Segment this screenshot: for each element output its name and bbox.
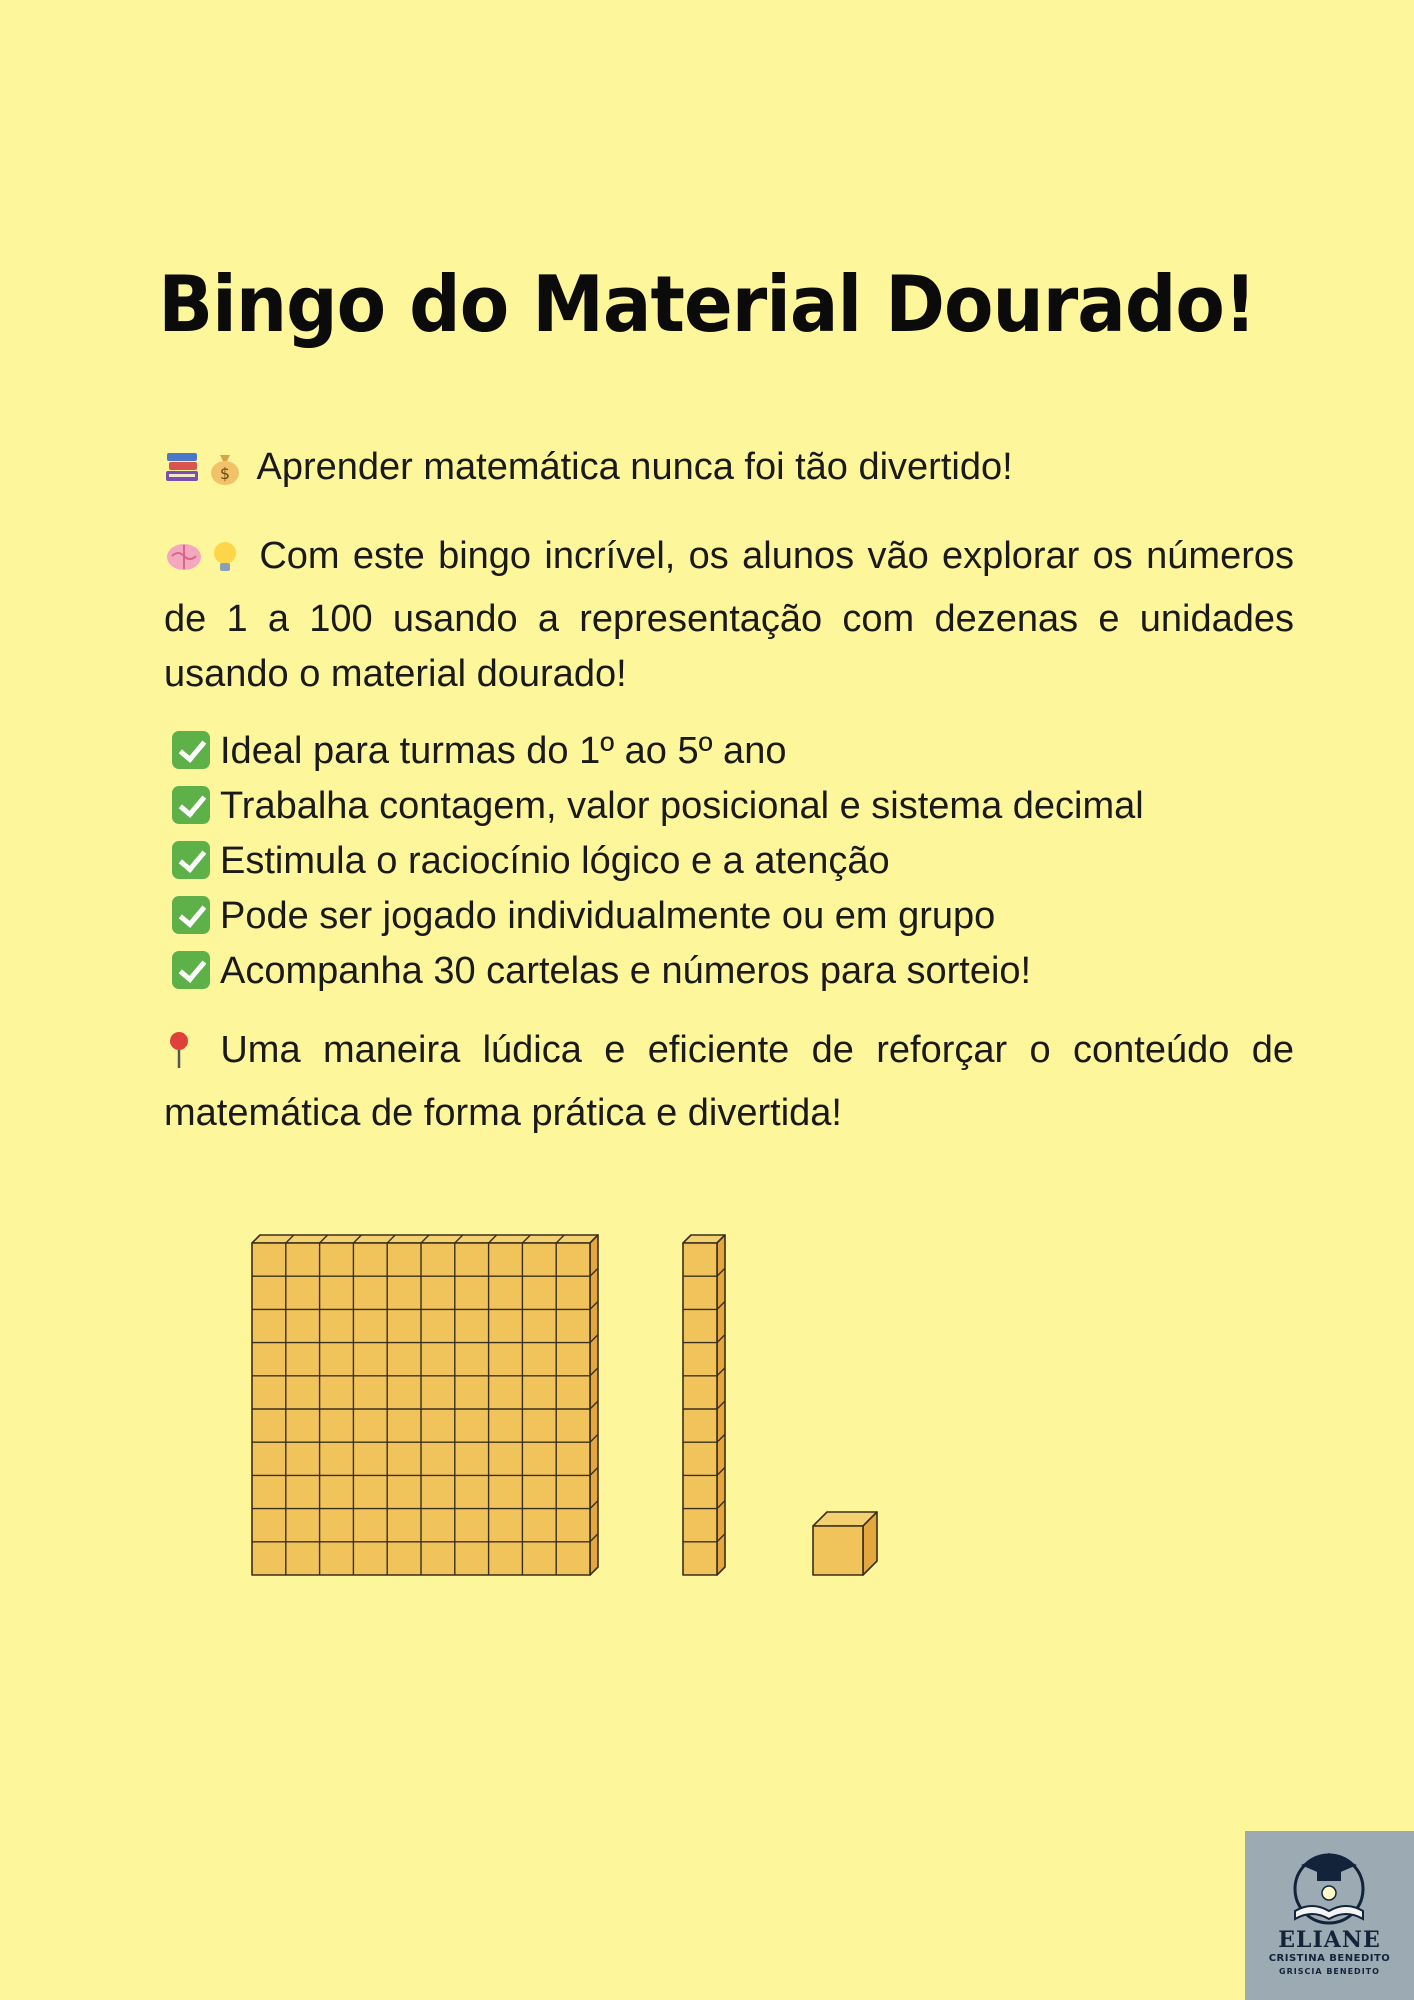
list-item: Pode ser jogado individualmente ou em grupo xyxy=(164,889,1294,944)
list-item: Acompanha 30 cartelas e números para sorteio! xyxy=(164,944,1294,999)
list-item: Trabalha contagem, valor posicional e sistema decimal xyxy=(164,779,1294,834)
unit-cube xyxy=(813,1512,877,1575)
logo-subtitle-2: GRISCIA BENEDITO xyxy=(1279,1967,1380,1976)
brand-logo xyxy=(1245,1831,1414,2000)
logo-name: ELIANE xyxy=(1278,1927,1381,1953)
list-item: Ideal para turmas do 1º ao 5º ano xyxy=(164,724,1294,779)
ten-bar xyxy=(683,1235,725,1575)
description-text: Com este bingo incrível, os alunos vão explorar os números de 1 a 100 usando a representação com dezenas e unidades usando o material dourado! xyxy=(164,535,1294,695)
logo-subtitle: CRISTINA BENEDITO xyxy=(1268,1953,1391,1964)
page-title: Bingo do Material Dourado! xyxy=(158,258,1256,350)
hundred-plate xyxy=(252,1235,598,1575)
svg-text:$: $ xyxy=(219,464,231,483)
intro-text: Aprender matemática nunca foi tão divertido! xyxy=(256,446,1013,488)
list-item: Estimula o raciocínio lógico e a atenção xyxy=(164,834,1294,889)
graduation-book-icon xyxy=(1245,1831,1414,1931)
cube-front-face xyxy=(813,1526,863,1575)
closing-text: Uma maneira lúdica e eficiente de reforçar o conteúdo de matemática de forma prática e divertida! xyxy=(164,1029,1294,1134)
